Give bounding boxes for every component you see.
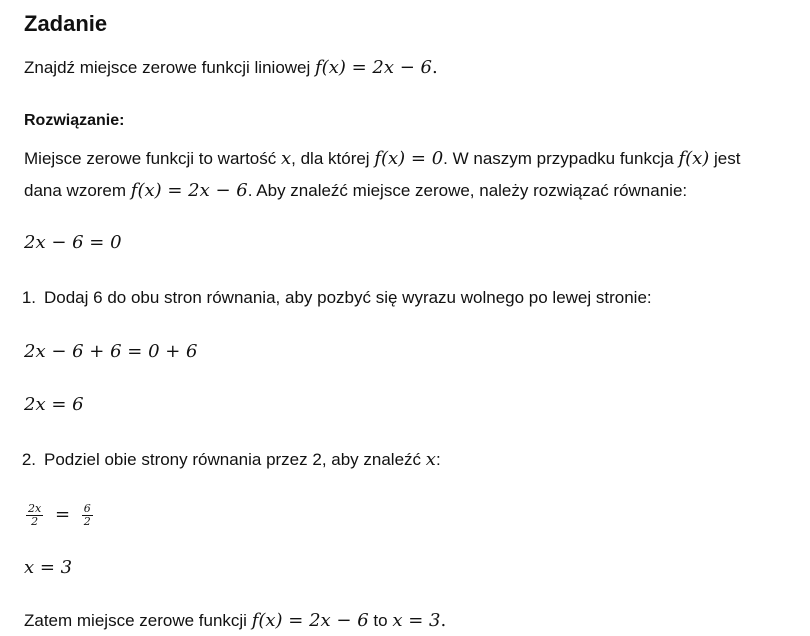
fraction-equation — [24, 500, 95, 530]
right-numerator: 6 — [83, 501, 91, 515]
task-text — [24, 53, 438, 83]
left-fraction — [26, 503, 43, 528]
left-denominator: 2 — [31, 514, 39, 528]
intro-text-2: , dla której — [291, 149, 370, 168]
conclusion-result: x = 3 — [392, 610, 441, 631]
equation-1: 2x − 6 = 0 — [24, 232, 122, 253]
equation-5: x = 3 — [24, 557, 73, 578]
left-numerator: 2x — [28, 501, 42, 515]
intro-text-3: . W naszym przypadku funkcja — [443, 149, 674, 168]
step-1 — [0, 283, 652, 313]
step-2-number: 2. — [21, 450, 36, 469]
step-1-text: Dodaj 6 do obu stron równania, aby pozbyć się wyrazu wolnego po lewej stronie: — [44, 288, 652, 307]
step-2 — [0, 445, 441, 475]
intro-condition: f(x) = 0 — [374, 148, 444, 169]
task-end: . — [431, 57, 438, 78]
equals-sign: = — [54, 504, 71, 525]
intro-text-6: . Aby znaleźć miejsce zerowe, należy rozwiązać równanie: — [247, 181, 688, 200]
conclusion-end: . — [440, 610, 447, 631]
intro-var: x — [281, 148, 292, 169]
conclusion-text-1: Zatem miejsce zerowe funkcji — [24, 611, 247, 630]
conclusion-formula: f(x) = 2x − 6 — [251, 610, 369, 631]
right-fraction — [82, 503, 93, 528]
intro-formula: f(x) = 2x − 6 — [130, 180, 248, 201]
intro-text-4: jest — [714, 149, 741, 168]
intro-line-1 — [24, 144, 741, 174]
step-2-end: : — [435, 450, 441, 469]
task-label: Znajdź miejsce zerowe funkcji liniowej — [24, 58, 311, 77]
intro-text-1: Miejsce zerowe funkcji to wartość — [24, 149, 277, 168]
intro-fx: f(x) — [678, 148, 710, 169]
equation-3: 2x = 6 — [24, 394, 84, 415]
intro-text-5: dana wzorem — [24, 181, 127, 200]
intro-line-2 — [24, 176, 687, 206]
page-title: Zadanie — [24, 11, 108, 36]
right-denominator: 2 — [83, 514, 91, 528]
conclusion — [24, 606, 446, 636]
conclusion-text-2: to — [373, 611, 388, 630]
step-2-text: Podziel obie strony równania przez 2, aby znaleźć — [44, 450, 422, 469]
step-1-number: 1. — [21, 288, 36, 307]
equation-2: 2x − 6 + 6 = 0 + 6 — [24, 341, 198, 362]
solution-heading: Rozwiązanie: — [24, 112, 125, 129]
step-2-var: x — [425, 449, 436, 470]
task-formula: f(x) = 2x − 6 — [315, 57, 432, 78]
